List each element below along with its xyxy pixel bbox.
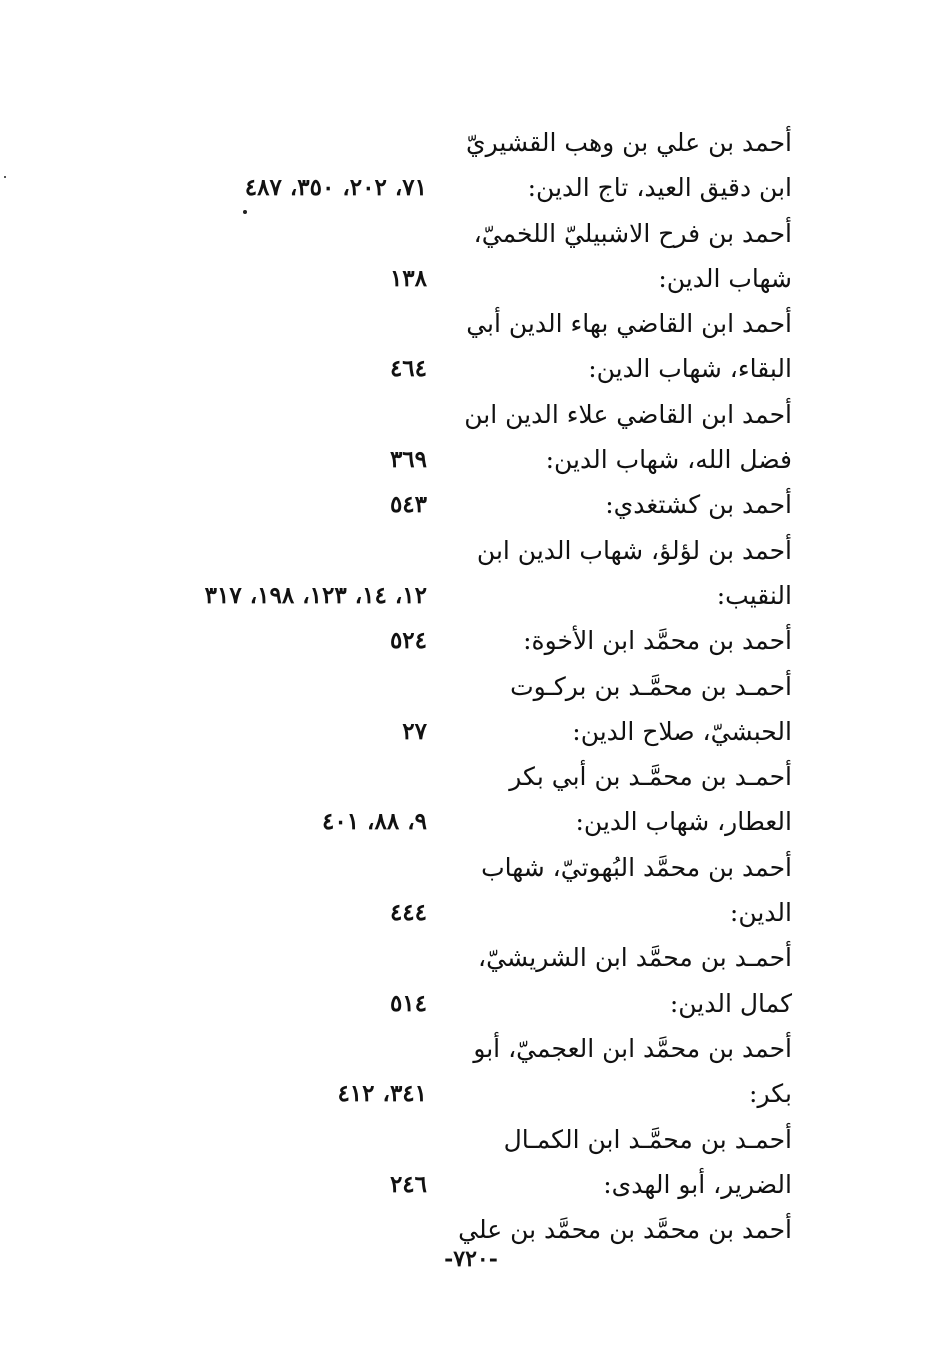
index-entry-name: كمال الدين: bbox=[669, 988, 792, 1018]
index-entry-name: أحمـد بن محمَّد ابن الشريشيّ، bbox=[478, 943, 792, 973]
index-entry-pages: ١٢، ١٤، ١٢٣، ١٩٨، ٣١٧ bbox=[204, 581, 427, 609]
index-entry-name: العطار، شهاب الدين: bbox=[575, 807, 792, 837]
index-row bbox=[0, 437, 942, 482]
index-row bbox=[0, 890, 942, 935]
index-row bbox=[0, 618, 942, 663]
index-entry-pages: ٣٦٩ bbox=[389, 446, 427, 474]
index-entry-pages: ٢٤٦ bbox=[389, 1170, 427, 1198]
index-entry-name: أحمد بن علي بن وهب القشيريّ bbox=[466, 128, 792, 157]
index-entry-name: أحمد ابن القاضي علاء الدين ابن bbox=[464, 399, 792, 429]
index-entry-name: أحمـد بن محمَّـد بن أبي بكر bbox=[509, 762, 792, 792]
index-row bbox=[0, 845, 942, 890]
index-entry-name: أحمـد بن محمَّـد بن بركـوت bbox=[510, 671, 792, 701]
index-row bbox=[0, 981, 942, 1026]
index-row bbox=[0, 392, 942, 437]
index-entry-pages: ٥٤٣ bbox=[389, 491, 427, 519]
scan-edge-mark bbox=[4, 176, 6, 178]
index-entry-pages: ٣٤١، ٤١٢ bbox=[337, 1080, 427, 1108]
index-entry-pages: ٩، ٨٨، ٤٠١ bbox=[321, 808, 427, 836]
index-row bbox=[0, 211, 942, 256]
index-entry-name: أحمد بن محمَّد البُهوتيّ، شهاب bbox=[481, 852, 792, 882]
index-entry-name: أحمـد بن محمَّـد ابن الكمـال bbox=[503, 1124, 792, 1154]
index-entry-pages: ٤٦٤ bbox=[389, 355, 427, 383]
index-entry-name: الضرير، أبو الهدى: bbox=[603, 1169, 792, 1199]
index-row bbox=[0, 799, 942, 844]
index-row bbox=[0, 1026, 942, 1071]
index-row bbox=[0, 482, 942, 527]
index-row bbox=[0, 1071, 942, 1116]
index-entry-name: أحمد بن محمَّد ابن الأخوة: bbox=[523, 626, 792, 656]
index-entry-name: أحمد بن فرح الاشبيليّ اللخميّ، bbox=[473, 218, 792, 248]
index-row bbox=[0, 935, 942, 980]
index-entry-pages: ٧١، ٢٠٢، ٣٥٠، ٤٨٧ bbox=[244, 174, 427, 202]
index-row bbox=[0, 709, 942, 754]
index-entry-name: النقيب: bbox=[716, 580, 792, 610]
index-entry-pages: ١٣٨ bbox=[389, 264, 427, 292]
index-entry-name: فضل الله، شهاب الدين: bbox=[545, 445, 792, 475]
index-entry-name: شهاب الدين: bbox=[658, 263, 792, 293]
index-row bbox=[0, 1117, 942, 1162]
index-row bbox=[0, 165, 942, 210]
index-row bbox=[0, 301, 942, 346]
index-entry-name: أحمد ابن القاضي بهاء الدين أبي bbox=[466, 309, 792, 339]
index-row bbox=[0, 120, 942, 165]
index-entry-name: أحمد بن محمَّد ابن العجميّ، أبو bbox=[473, 1033, 792, 1063]
ink-speck bbox=[243, 210, 247, 214]
index-row bbox=[0, 573, 942, 618]
name-index-list bbox=[0, 120, 942, 1252]
index-entry-pages: ٥٢٤ bbox=[389, 627, 427, 655]
index-entry-name: أحمد بن لؤلؤ، شهاب الدين ابن bbox=[476, 535, 792, 565]
index-entry-name: الحبشيّ، صلاح الدين: bbox=[572, 716, 792, 746]
index-row bbox=[0, 256, 942, 301]
index-entry-name: البقاء، شهاب الدين: bbox=[588, 354, 792, 384]
index-entry-name: ابن دقيق العيد، تاج الدين: bbox=[527, 173, 792, 203]
index-entry-name: الدين: bbox=[729, 898, 792, 928]
index-row bbox=[0, 346, 942, 391]
index-entry-name: أحمد بن محمَّد بن محمَّد بن علي bbox=[458, 1215, 792, 1245]
index-entry-pages: ٢٧ bbox=[402, 717, 427, 745]
index-entry-name: أحمد بن كشتغدي: bbox=[605, 490, 792, 520]
index-entry-pages: ٤٤٤ bbox=[389, 899, 427, 927]
index-entry-pages: ٥١٤ bbox=[389, 989, 427, 1017]
index-row bbox=[0, 528, 942, 573]
index-row bbox=[0, 664, 942, 709]
page-number: -٧٢٠- bbox=[444, 1246, 498, 1272]
index-row bbox=[0, 1162, 942, 1207]
index-entry-name: بكر: bbox=[749, 1079, 792, 1109]
index-row bbox=[0, 754, 942, 799]
